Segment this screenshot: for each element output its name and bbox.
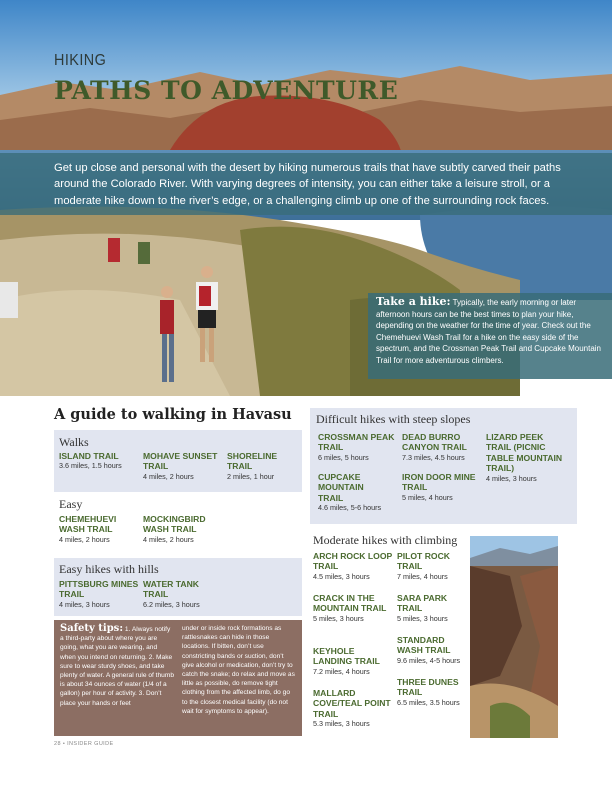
guide-title: A guide to walking in Havasu (54, 406, 292, 423)
trail-crossman: CROSSMAN PEAK TRAIL 6 miles, 5 hours (318, 432, 395, 462)
trail-crack-in-mountain: CRACK IN THE MOUNTAIN TRAIL 5 miles, 3 hours (313, 593, 387, 623)
walks-heading: Walks (59, 435, 89, 449)
safety-label: Safety tips: (60, 623, 124, 634)
trail-sara-park: SARA PARK TRAIL 5 miles, 3 hours (397, 593, 448, 623)
take-a-hike-box (368, 293, 612, 379)
trail-iron-door: IRON DOOR MINE TRAIL 5 miles, 4 hours (402, 472, 476, 502)
hills-heading: Easy hikes with hills (59, 562, 159, 576)
trail-mallard-cove: MALLARD COVE/TEAL POINT TRAIL 5.3 miles, 3 hours (313, 688, 391, 729)
trail-chemehuevi: CHEMEHUEVI WASH TRAIL 4 miles, 2 hours (59, 514, 117, 544)
section-kicker: HIKING (54, 52, 107, 69)
page-footer: 28 • INSIDER GUIDE (54, 741, 114, 747)
difficult-heading: Difficult hikes with steep slopes (316, 412, 471, 426)
hills-panel (54, 558, 302, 616)
trail-shoreline: SHORELINE TRAIL 2 miles, 1 hour (227, 451, 278, 481)
safety-text-2: under or inside rock formations as rattlesnakes can hide in those locations. If bitten, don’t use constricting bands or suction, don’t give alcohol or medication, don’t try to catch the snake; do relax and move as little as possible, do remove tight clothing from the affected limb, do go to the closest medical facility (do not wait for symptoms to appear). (182, 625, 295, 715)
trail-pittsburg: PITTSBURG MINES TRAIL 4 miles, 3 hours (59, 579, 139, 609)
canyon-photo (470, 536, 558, 738)
trail-standard-wash: STANDARD WASH TRAIL 9.6 miles, 4-5 hours (397, 635, 461, 665)
trail-water-tank: WATER TANK TRAIL 6.2 miles, 3 hours (143, 579, 200, 609)
moderate-heading: Moderate hikes with climbing (313, 533, 458, 547)
difficult-panel (310, 408, 577, 524)
trail-mockingbird: MOCKINGBIRD WASH TRAIL 4 miles, 2 hours (143, 514, 206, 544)
trail-lizard-peek: LIZARD PEEK TRAIL (PICNIC TABLE MOUNTAIN TRAIL) 4 miles, 3 hours (486, 432, 563, 483)
trail-three-dunes: THREE DUNES TRAIL 6.5 miles, 3.5 hours (397, 677, 460, 707)
trail-pilot-rock: PILOT ROCK TRAIL 7 miles, 4 hours (397, 551, 450, 581)
intro-text: Get up close and personal with the desert by hiking numerous trails that have subtly carved their paths around the Colorado River. With varying degrees of intensity, you can either take a leisure stroll, or a moderate hike down to the river’s edge, or a challenging climb up one of the surrounding rock faces. (54, 162, 561, 207)
tip-label: Take a hike: (376, 295, 451, 308)
safety-text-1: 1. Always notify a third-party about where you are going, what you are wearing, and when you intend on returning. 2. Make sure to wear sturdy shoes, and take plenty of water. A general rule of thumb is about 34 ounces of water (1/4 of a gallon) per hour of activity. 3. Don’t place your hands or feet (60, 626, 174, 707)
walks-panel (54, 430, 302, 492)
safety-col-2 (182, 624, 296, 716)
easy-panel (54, 494, 302, 554)
trail-dead-burro: DEAD BURRO CANYON TRAIL 7.3 miles, 4.5 hours (402, 432, 467, 462)
trail-arch-rock: ARCH ROCK LOOP TRAIL 4.5 miles, 3 hours (313, 551, 393, 581)
trail-island: ISLAND TRAIL 3.6 miles, 1.5 hours (59, 451, 122, 471)
trail-keyhole-landing: KEYHOLE LANDING TRAIL 7.2 miles, 4 hours (313, 646, 380, 676)
safety-col-1 (60, 624, 174, 708)
tip-text: Typically, the early morning or later afternoon hours can be the best times to plan your hike, depending on the weather for the time of year. Check out the Chemehuevi Wash Trail for a hike on the easy side of the spectrum, and the Crossman Peak Trail and Cupcake Mountain Trail for more adventurous climbers. (376, 298, 602, 365)
trail-mohave-sunset: MOHAVE SUNSET TRAIL 4 miles, 2 hours (143, 451, 218, 481)
trail-cupcake: CUPCAKE MOUNTAIN TRAIL 4.6 miles, 5-6 hours (318, 472, 382, 513)
easy-heading: Easy (59, 497, 83, 511)
page-title: PATHS TO ADVENTURE (54, 76, 399, 105)
safety-tips (54, 620, 302, 736)
